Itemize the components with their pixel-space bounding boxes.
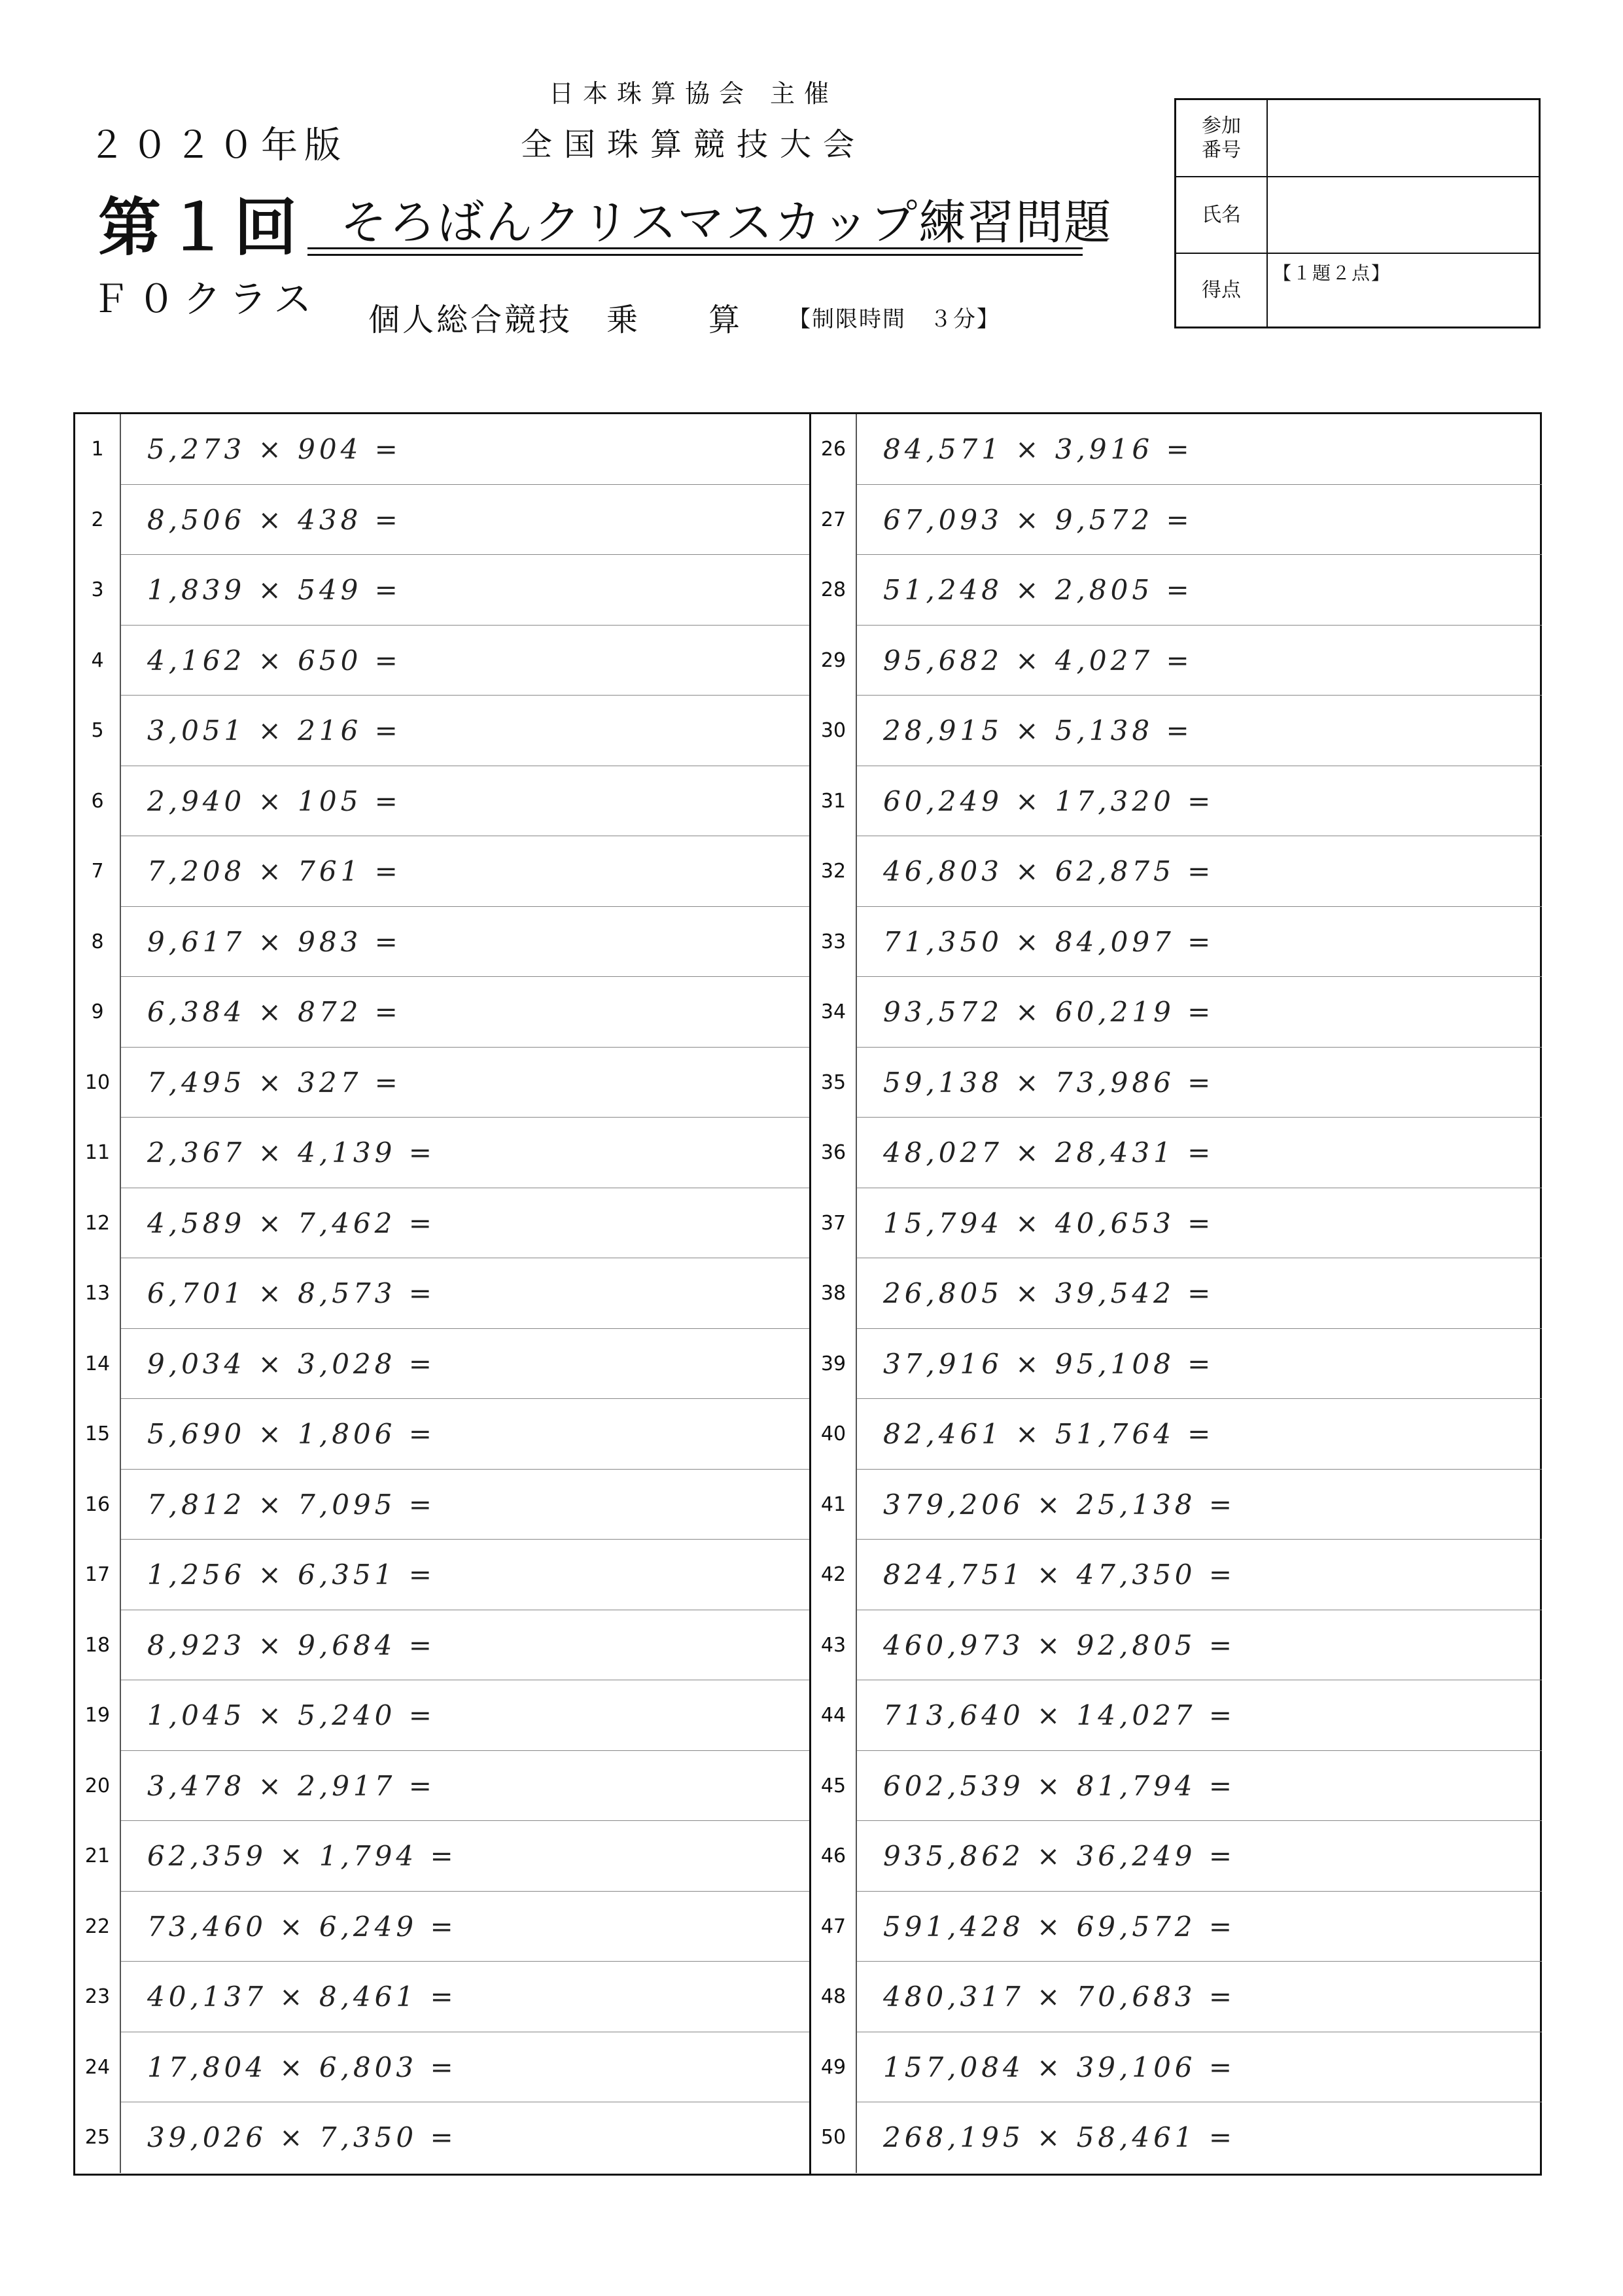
problem-expression: 26,805 × 39,542 =: [883, 1277, 1215, 1310]
problem-expression: 39,026 × 7,350 =: [147, 2121, 457, 2154]
info-box: [1174, 98, 1541, 328]
problem-number: 39: [811, 1329, 857, 1400]
problem-row: [75, 1540, 809, 1610]
entry-number-row[interactable]: [1176, 100, 1539, 176]
problem-row: [811, 1329, 1542, 1400]
problem-row: [811, 555, 1542, 626]
problem-row: [811, 907, 1542, 978]
problems-column-right: [809, 414, 1542, 2174]
problem-expression: 9,617 × 983 =: [147, 925, 402, 958]
problem-number: 34: [811, 977, 857, 1048]
problem-expression: 84,571 × 3,916 =: [883, 433, 1193, 466]
problem-number: 24: [75, 2032, 121, 2103]
problem-number: 30: [811, 696, 857, 766]
problem-expression: 62,359 × 1,794 =: [147, 1840, 457, 1873]
problem-row: [75, 2032, 809, 2103]
problem-expression: 93,572 × 60,219 =: [883, 996, 1215, 1029]
class-label: Ｆ０クラス: [92, 277, 320, 321]
problem-row: [811, 1470, 1542, 1540]
problem-row: [75, 1118, 809, 1188]
problem-number: 8: [75, 907, 121, 978]
problem-row: [75, 1470, 809, 1540]
problem-number: 45: [811, 1751, 857, 1822]
problem-row: [811, 1258, 1542, 1329]
problem-expression: 67,093 × 9,572 =: [883, 503, 1193, 536]
problem-expression: 2,367 × 4,139 =: [147, 1137, 436, 1169]
problem-number: 11: [75, 1118, 121, 1188]
problem-row: [811, 1751, 1542, 1822]
problem-number: 5: [75, 696, 121, 766]
problem-expression: 4,162 × 650 =: [147, 644, 402, 677]
problem-number: 29: [811, 626, 857, 696]
problem-number: 25: [75, 2102, 121, 2173]
problem-row: [75, 977, 809, 1048]
problem-row: [75, 1048, 809, 1118]
problem-row: [811, 1680, 1542, 1751]
problem-number: 16: [75, 1470, 121, 1540]
problem-expression: 8,923 × 9,684 =: [147, 1629, 436, 1661]
problem-expression: 15,794 × 40,653 =: [883, 1207, 1215, 1239]
problem-number: 1: [75, 414, 121, 485]
problem-number: 13: [75, 1258, 121, 1329]
problem-number: 27: [811, 485, 857, 556]
problem-number: 19: [75, 1680, 121, 1751]
problem-expression: 824,751 × 47,350 =: [883, 1559, 1236, 1591]
problem-row: [75, 1399, 809, 1470]
problem-expression: 3,051 × 216 =: [147, 715, 402, 747]
score-row[interactable]: [1176, 253, 1539, 327]
problem-number: 6: [75, 766, 121, 837]
problem-number: 21: [75, 1821, 121, 1892]
page-title: そろばんクリスマスカップ練習問題: [340, 195, 1113, 250]
problem-number: 50: [811, 2102, 857, 2173]
problem-number: 3: [75, 555, 121, 626]
problem-number: 37: [811, 1188, 857, 1259]
problem-row: [811, 836, 1542, 907]
problem-expression: 3,478 × 2,917 =: [147, 1769, 436, 1802]
problem-row: [811, 414, 1542, 485]
title-underline-second: [307, 254, 1083, 256]
problem-expression: 7,208 × 761 =: [147, 855, 402, 888]
problem-number: 17: [75, 1540, 121, 1610]
problem-expression: 1,839 × 549 =: [147, 574, 402, 607]
problem-row: [811, 485, 1542, 556]
problem-row: [75, 836, 809, 907]
problem-row: [811, 1821, 1542, 1892]
problem-expression: 95,682 × 4,027 =: [883, 644, 1193, 677]
problem-expression: 602,539 × 81,794 =: [883, 1769, 1236, 1802]
problem-expression: 268,195 × 58,461 =: [883, 2121, 1236, 2154]
problem-number: 43: [811, 1610, 857, 1681]
problem-number: 31: [811, 766, 857, 837]
name-label: 氏名: [1176, 177, 1268, 253]
problem-number: 23: [75, 1962, 121, 2032]
problem-number: 33: [811, 907, 857, 978]
problem-expression: 591,428 × 69,572 =: [883, 1910, 1236, 1943]
problem-expression: 8,506 × 438 =: [147, 503, 402, 536]
round-number: 第１回: [98, 191, 302, 264]
title-underline: [307, 247, 1083, 249]
problem-number: 38: [811, 1258, 857, 1329]
problem-expression: 6,701 × 8,573 =: [147, 1277, 436, 1310]
problem-row: [75, 555, 809, 626]
problem-row: [811, 766, 1542, 837]
problem-number: 48: [811, 1962, 857, 2032]
problem-expression: 2,940 × 105 =: [147, 785, 402, 817]
problem-number: 41: [811, 1470, 857, 1540]
problem-row: [75, 1892, 809, 1962]
problem-row: [811, 1962, 1542, 2032]
problem-expression: 4,589 × 7,462 =: [147, 1207, 436, 1239]
problem-number: 36: [811, 1118, 857, 1188]
problem-expression: 935,862 × 36,249 =: [883, 1840, 1236, 1873]
problem-number: 14: [75, 1329, 121, 1400]
problem-expression: 46,803 × 62,875 =: [883, 855, 1215, 888]
problem-expression: 9,034 × 3,028 =: [147, 1347, 436, 1380]
time-limit: 【制限時間 ３分】: [788, 306, 1000, 332]
problem-expression: 73,460 × 6,249 =: [147, 1910, 457, 1943]
problem-row: [811, 626, 1542, 696]
problem-number: 47: [811, 1892, 857, 1962]
problem-row: [811, 1540, 1542, 1610]
problem-expression: 5,273 × 904 =: [147, 433, 402, 466]
problem-row: [75, 766, 809, 837]
problem-expression: 48,027 × 28,431 =: [883, 1137, 1215, 1169]
problem-expression: 460,973 × 92,805 =: [883, 1629, 1236, 1661]
problem-row: [811, 696, 1542, 766]
problem-number: 44: [811, 1680, 857, 1751]
problem-row: [811, 1048, 1542, 1118]
problem-expression: 1,256 × 6,351 =: [147, 1559, 436, 1591]
edition-year: ２０２０年版: [88, 124, 347, 167]
problem-row: [75, 626, 809, 696]
problem-row: [75, 696, 809, 766]
problem-expression: 60,249 × 17,320 =: [883, 785, 1215, 817]
problem-number: 10: [75, 1048, 121, 1118]
problem-number: 49: [811, 2032, 857, 2103]
score-note: 【１題２点】: [1273, 262, 1391, 284]
problem-number: 26: [811, 414, 857, 485]
problem-number: 7: [75, 836, 121, 907]
problem-number: 2: [75, 485, 121, 556]
problem-row: [811, 1892, 1542, 1962]
problem-number: 35: [811, 1048, 857, 1118]
problem-number: 18: [75, 1610, 121, 1681]
problem-number: 22: [75, 1892, 121, 1962]
problem-expression: 51,248 × 2,805 =: [883, 574, 1193, 607]
problem-number: 4: [75, 626, 121, 696]
problem-row: [75, 2102, 809, 2173]
problem-number: 42: [811, 1540, 857, 1610]
problem-expression: 7,495 × 327 =: [147, 1066, 402, 1099]
problem-row: [75, 1258, 809, 1329]
problem-row: [75, 1610, 809, 1681]
problem-row: [811, 1118, 1542, 1188]
problem-expression: 59,138 × 73,986 =: [883, 1066, 1215, 1099]
problem-row: [75, 485, 809, 556]
section-title: 個人総合競技 乗 算: [368, 302, 743, 338]
problem-row: [75, 1680, 809, 1751]
problem-row: [75, 414, 809, 485]
problem-row: [75, 1329, 809, 1400]
problem-row: [811, 1188, 1542, 1259]
problem-expression: 17,804 × 6,803 =: [147, 2051, 457, 2083]
problem-expression: 7,812 × 7,095 =: [147, 1488, 436, 1521]
sponsor-text: 日本珠算協会 主催: [548, 79, 839, 108]
problem-expression: 82,461 × 51,764 =: [883, 1418, 1215, 1451]
problem-expression: 28,915 × 5,138 =: [883, 715, 1193, 747]
entry-number-label: 参加 番号: [1176, 100, 1268, 176]
problem-row: [75, 1821, 809, 1892]
problem-number: 32: [811, 836, 857, 907]
problem-expression: 379,206 × 25,138 =: [883, 1488, 1236, 1521]
problem-expression: 71,350 × 84,097 =: [883, 925, 1215, 958]
event-name: 全国珠算競技大会: [520, 126, 866, 163]
problem-number: 12: [75, 1188, 121, 1259]
problem-row: [811, 1399, 1542, 1470]
problem-expression: 1,045 × 5,240 =: [147, 1699, 436, 1732]
score-label: 得点: [1176, 254, 1268, 327]
problem-number: 40: [811, 1399, 857, 1470]
problem-row: [811, 1610, 1542, 1681]
problem-number: 28: [811, 555, 857, 626]
problem-expression: 40,137 × 8,461 =: [147, 1981, 457, 2013]
name-row[interactable]: [1176, 176, 1539, 253]
problem-expression: 6,384 × 872 =: [147, 996, 402, 1029]
problem-row: [75, 1962, 809, 2032]
problems-column-left: [75, 414, 809, 2174]
problem-number: 20: [75, 1751, 121, 1822]
problem-expression: 5,690 × 1,806 =: [147, 1418, 436, 1451]
problem-row: [75, 1751, 809, 1822]
problems-table: [73, 412, 1542, 2176]
problem-row: [75, 1188, 809, 1259]
problem-expression: 157,084 × 39,106 =: [883, 2051, 1236, 2083]
problem-expression: 480,317 × 70,683 =: [883, 1981, 1236, 2013]
problem-row: [75, 907, 809, 978]
problem-expression: 37,916 × 95,108 =: [883, 1347, 1215, 1380]
problem-row: [811, 977, 1542, 1048]
problem-number: 15: [75, 1399, 121, 1470]
problem-expression: 713,640 × 14,027 =: [883, 1699, 1236, 1732]
problem-number: 46: [811, 1821, 857, 1892]
problem-row: [811, 2102, 1542, 2173]
problem-row: [811, 2032, 1542, 2103]
problem-number: 9: [75, 977, 121, 1048]
